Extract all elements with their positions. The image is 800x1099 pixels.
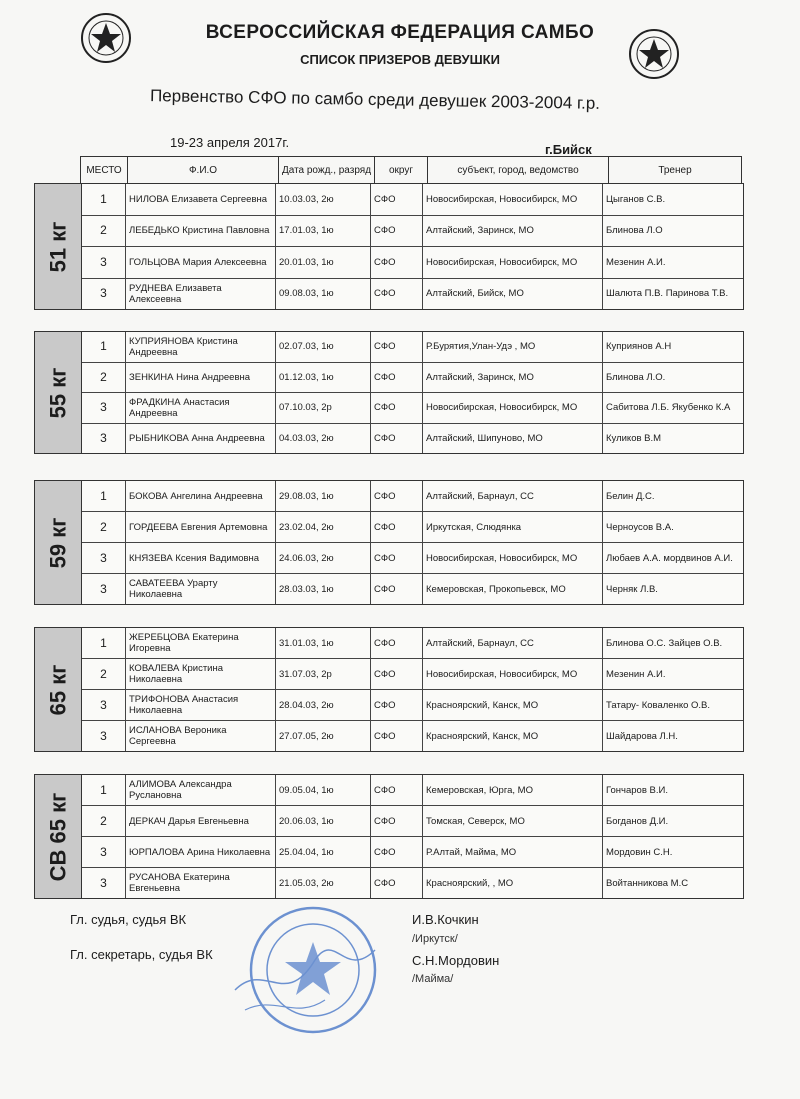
subject: Новосибирская, Новосибирск, МО	[423, 659, 603, 689]
place: 2	[82, 512, 126, 542]
coach: Гончаров В.И.	[606, 784, 668, 796]
okrug: СФО	[371, 279, 423, 310]
subject: Томская, Северск, МО	[423, 806, 603, 836]
event-city: г.Бийск	[545, 142, 592, 157]
coach: Богданов Д.И.	[606, 815, 669, 827]
col-dob: Дата рожд., разряд	[279, 157, 375, 183]
birth-date: 09.08.03, 1ю	[276, 279, 371, 310]
table-row	[82, 574, 743, 604]
coach: Блинова Л.О	[606, 225, 663, 237]
birth-date: 20.06.03, 1ю	[276, 806, 371, 836]
okrug: СФО	[371, 481, 423, 511]
table-row	[82, 247, 743, 279]
coach: Блинова О.С. Зайцев О.В.	[606, 637, 723, 649]
weight-label-cell	[35, 332, 82, 453]
table-row	[82, 837, 743, 868]
place: 3	[82, 868, 126, 898]
coach: Войтанникова М.С	[606, 877, 689, 889]
athlete-name: ЮРПАЛОВА Арина Николаевна	[126, 837, 276, 867]
coach: Шалюта П.В. Паринова Т.В.	[606, 288, 729, 300]
place: 3	[82, 721, 126, 751]
subject: Алтайский, Заринск, МО	[423, 216, 603, 247]
subject: Алтайский, Шипуново, МО	[423, 424, 603, 454]
place: 2	[82, 363, 126, 393]
place: 3	[82, 393, 126, 423]
place: 1	[82, 775, 126, 805]
okrug: СФО	[371, 332, 423, 362]
okrug: СФО	[371, 837, 423, 867]
list-title: СПИСОК ПРИЗЕРОВ ДЕВУШКИ	[300, 52, 500, 67]
coach: Сабитова Л.Б. Якубенко К.А	[606, 402, 731, 414]
place: 2	[82, 659, 126, 689]
weight-block-65	[34, 627, 744, 752]
event-dates: 19-23 апреля 2017г.	[170, 135, 290, 150]
athlete-name: ГОЛЬЦОВА Мария Алексеевна	[126, 247, 276, 278]
okrug: СФО	[371, 512, 423, 542]
weight-label: 65 кг	[45, 664, 71, 715]
table-row	[82, 628, 743, 659]
weight-label: СВ 65 кг	[45, 792, 70, 881]
subject: Р.Бурятия,Улан-Удэ , МО	[423, 332, 603, 362]
table-row	[82, 543, 743, 574]
athlete-name: НИЛОВА Елизавета Сергеевна	[126, 184, 276, 215]
birth-date: 28.03.03, 1ю	[276, 574, 371, 604]
birth-date: 04.03.03, 2ю	[276, 424, 371, 454]
coach: Шайдарова Л.Н.	[606, 730, 678, 742]
okrug: СФО	[371, 775, 423, 805]
place: 1	[82, 628, 126, 658]
secretary-title: Гл. секретарь, судья ВК	[70, 947, 213, 962]
col-subject: субъект, город, ведомство	[428, 157, 609, 183]
weight-label: 51 кг	[45, 221, 71, 272]
table-row	[82, 512, 743, 543]
athlete-name: РЫБНИКОВА Анна Андреевна	[126, 424, 276, 454]
judge-name: И.В.Кочкин	[412, 912, 479, 927]
okrug: СФО	[371, 690, 423, 720]
birth-date: 17.01.03, 1ю	[276, 216, 371, 247]
coach: Мордовин С.Н.	[606, 846, 673, 858]
birth-date: 23.02.04, 2ю	[276, 512, 371, 542]
table-row	[82, 279, 743, 310]
okrug: СФО	[371, 393, 423, 423]
weight-label: 59 кг	[45, 517, 71, 568]
place: 2	[82, 806, 126, 836]
subject: Новосибирская, Новосибирск, МО	[423, 543, 603, 573]
subject: Красноярский, , МО	[423, 868, 603, 898]
birth-date: 21.05.03, 2ю	[276, 868, 371, 898]
coach: Куликов В.М	[606, 432, 662, 444]
table-row	[82, 332, 743, 363]
athlete-name: ТРИФОНОВА Анастасия Николаевна	[126, 690, 276, 720]
athlete-name: ЗЕНКИНА Нина Андреевна	[126, 363, 276, 393]
weight-label-cell	[35, 775, 82, 898]
coach: Цыганов С.В.	[606, 193, 666, 205]
okrug: СФО	[371, 424, 423, 454]
subject: Красноярский, Канск, МО	[423, 721, 603, 751]
athlete-name: САВАТЕЕВА Урарту Николаевна	[126, 574, 276, 604]
athlete-name: РУДНЕВА Елизавета Алексеевна	[126, 279, 276, 310]
coach: Татару- Коваленко О.В.	[606, 699, 711, 711]
subject: Кемеровская, Юрга, МО	[423, 775, 603, 805]
birth-date: 02.07.03, 1ю	[276, 332, 371, 362]
table-row	[82, 868, 743, 898]
subject: Р.Алтай, Майма, МО	[423, 837, 603, 867]
place: 3	[82, 690, 126, 720]
subject: Алтайский, Барнаул, СС	[423, 481, 603, 511]
table-row	[82, 393, 743, 424]
athlete-name: КНЯЗЕВА Ксения Вадимовна	[126, 543, 276, 573]
athlete-name: БОКОВА Ангелина Андреевна	[126, 481, 276, 511]
weight-label-cell	[35, 481, 82, 604]
okrug: СФО	[371, 363, 423, 393]
place: 1	[82, 332, 126, 362]
table-row	[82, 363, 743, 394]
okrug: СФО	[371, 574, 423, 604]
col-okrug: округ	[375, 157, 428, 183]
okrug: СФО	[371, 721, 423, 751]
weight-block-65-plus	[34, 774, 744, 899]
birth-date: 29.08.03, 1ю	[276, 481, 371, 511]
subject: Красноярский, Канск, МО	[423, 690, 603, 720]
table-row	[82, 184, 743, 216]
judge-title: Гл. судья, судья ВК	[70, 912, 187, 927]
weight-label-cell	[35, 184, 82, 309]
table-row	[82, 424, 743, 454]
birth-date: 01.12.03, 1ю	[276, 363, 371, 393]
subject: Новосибирская, Новосибирск, МО	[423, 393, 603, 423]
birth-date: 24.06.03, 2ю	[276, 543, 371, 573]
okrug: СФО	[371, 868, 423, 898]
birth-date: 28.04.03, 2ю	[276, 690, 371, 720]
col-coach: Тренер	[658, 164, 692, 176]
place: 3	[82, 543, 126, 573]
subject: Новосибирская, Новосибирск, МО	[423, 184, 603, 215]
table-row	[82, 806, 743, 837]
coach: Мезенин А.И.	[606, 256, 666, 268]
athlete-name: ДЕРКАЧ Дарья Евгеньевна	[126, 806, 276, 836]
okrug: СФО	[371, 184, 423, 215]
place: 3	[82, 837, 126, 867]
weight-label-cell	[35, 628, 82, 751]
place: 3	[82, 424, 126, 454]
okrug: СФО	[371, 659, 423, 689]
subject: Алтайский, Заринск, МО	[423, 363, 603, 393]
birth-date: 20.01.03, 1ю	[276, 247, 371, 278]
table-row	[82, 721, 743, 751]
subject: Иркутская, Слюдянка	[423, 512, 603, 542]
official-stamp-icon	[225, 900, 385, 1040]
table-header	[80, 156, 742, 184]
subject: Кемеровская, Прокопьевск, МО	[423, 574, 603, 604]
athlete-name: ИСЛАНОВА Вероника Сергеевна	[126, 721, 276, 751]
subject: Новосибирская, Новосибирск, МО	[423, 247, 603, 278]
athlete-name: АЛИМОВА Александра Руслановна	[126, 775, 276, 805]
okrug: СФО	[371, 628, 423, 658]
okrug: СФО	[371, 247, 423, 278]
subject: Алтайский, Барнаул, СС	[423, 628, 603, 658]
place: 3	[82, 574, 126, 604]
place: 3	[82, 279, 126, 310]
coach: Куприянов А.Н	[606, 341, 672, 353]
coach: Черноусов В.А.	[606, 521, 674, 533]
athlete-name: КОВАЛЕВА Кристина Николаевна	[126, 659, 276, 689]
secretary-city: /Майма/	[412, 973, 454, 985]
athlete-name: РУСАНОВА Екатерина Евгеньевна	[126, 868, 276, 898]
weight-block-55	[34, 331, 744, 454]
table-row	[82, 481, 743, 512]
coach: Любаев А.А. мордвинов А.И.	[606, 552, 733, 564]
subject: Алтайский, Бийск, МО	[423, 279, 603, 310]
birth-date: 10.03.03, 2ю	[276, 184, 371, 215]
table-row	[82, 216, 743, 248]
place: 2	[82, 216, 126, 247]
athlete-name: ГОРДЕЕВА Евгения Артемовна	[126, 512, 276, 542]
birth-date: 31.07.03, 2р	[276, 659, 371, 689]
col-place: МЕСТО	[81, 157, 128, 183]
table-row	[82, 775, 743, 806]
athlete-name: КУПРИЯНОВА Кристина Андреевна	[126, 332, 276, 362]
col-name: Ф.И.О	[128, 157, 279, 183]
birth-date: 31.01.03, 1ю	[276, 628, 371, 658]
weight-label: 55 кг	[45, 367, 71, 418]
birth-date: 25.04.04, 1ю	[276, 837, 371, 867]
weight-block-51	[34, 183, 744, 310]
place: 1	[82, 481, 126, 511]
place: 3	[82, 247, 126, 278]
coach: Белин Д.С.	[606, 490, 655, 502]
athlete-name: ФРАДКИНА Анастасия Андреевна	[126, 393, 276, 423]
coach: Блинова Л.О.	[606, 371, 666, 383]
judge-city: /Иркутск/	[412, 933, 458, 945]
athlete-name: ЖЕРЕБЦОВА Екатерина Игоревна	[126, 628, 276, 658]
okrug: СФО	[371, 543, 423, 573]
coach: Мезенин А.И.	[606, 668, 666, 680]
table-row	[82, 690, 743, 721]
okrug: СФО	[371, 806, 423, 836]
birth-date: 07.10.03, 2р	[276, 393, 371, 423]
athlete-name: ЛЕБЕДЬКО Кристина Павловна	[126, 216, 276, 247]
weight-block-59	[34, 480, 744, 605]
birth-date: 27.07.05, 2ю	[276, 721, 371, 751]
place: 1	[82, 184, 126, 215]
okrug: СФО	[371, 216, 423, 247]
table-row	[82, 659, 743, 690]
birth-date: 09.05.04, 1ю	[276, 775, 371, 805]
secretary-name: С.Н.Мордовин	[412, 953, 500, 968]
organization-title: ВСЕРОССИЙСКАЯ ФЕДЕРАЦИЯ САМБО	[205, 22, 595, 43]
event-title: Первенство СФО по самбо среди девушек 2003-2004 г.р.	[149, 86, 601, 113]
coach: Черняк Л.В.	[606, 583, 658, 595]
